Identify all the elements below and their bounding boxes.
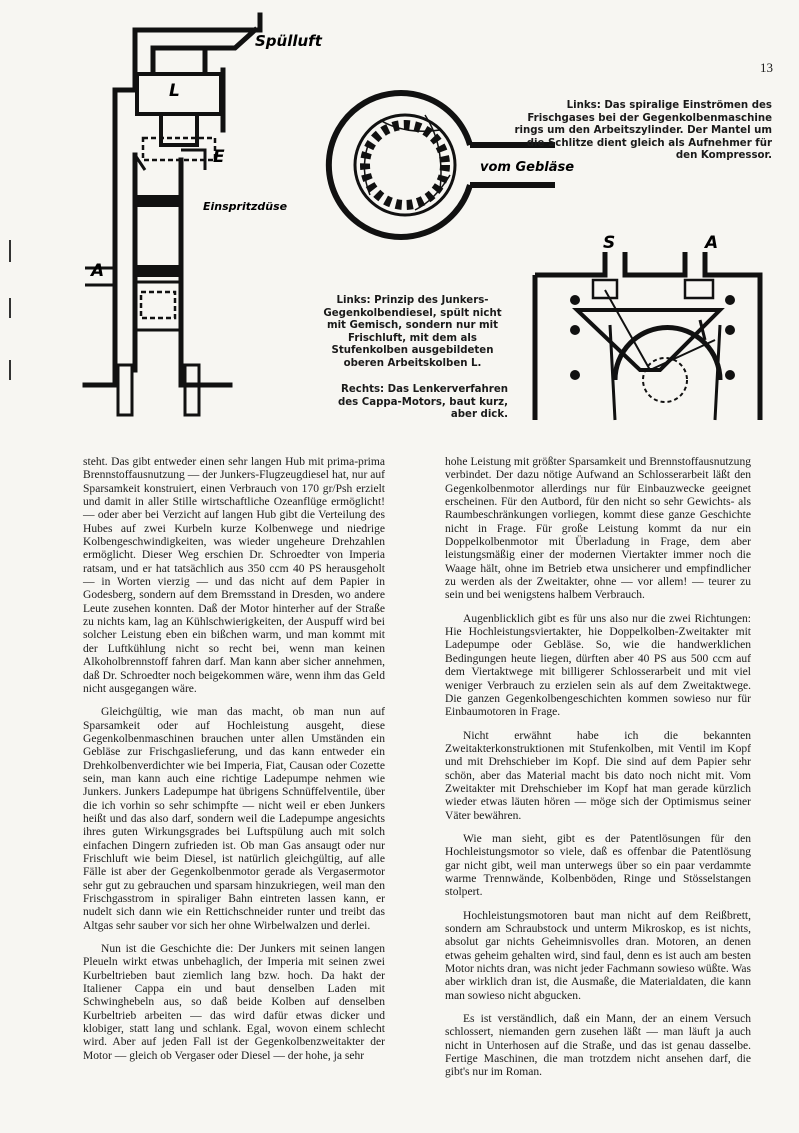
paragraph: steht. Das gibt entweder einen sehr langen Hub mit prima-prima Brennstoffausnutzung — der Junkers-Flugzeugdiesel hat, nur auf Sparsamkeit konstruiert, einen Verbrauch von 170 gr/Psh erzielt und damit in aller Stille wirtschaftliche Ozeanflüge ermöglicht! — oder aber bei Verzicht auf langen Hub gibt die Verteilung des Hubes auf zwei Kurbeln kurze Kolbenwege und niedrige Kolbengeschwindigkeiten, was wieder ungeheure Drehzahlen ermöglicht. Dieser Weg erschien Dr. Schroedter von Imperia ratsam, und er hat tatsächlich aus 350 ccm 40 PS herausgeholt — in Worten vierzig — und das nicht auf dem Papier in Godesberg, sondern auf dem Bremsstand in Dresden, wo andere Leute zusehen konnten. Daß der Motor hinterher auf der Straße zu nichts kam, lag an Kühlschwierigkeiten, der Auspuff wird bei solcher Leistung eben ein bißchen warm, und man kommt mit der Luftkühlung nicht so recht bei, wenn man keinen Alkoholbrennstoff fahren darf. Man kann aber sicher annehmen, daß Dr. Schroedter noch beigekommen wäre, wenn ihm das Geld nicht ausgegangen wäre. <box>83 456 385 695</box>
margin-mark <box>9 298 11 318</box>
label-A: A <box>91 261 105 281</box>
label-einspritzduese: Einspritzdüse <box>203 200 288 213</box>
label-L: L <box>169 81 180 101</box>
label-spuelluft: Spülluft <box>255 32 322 50</box>
paragraph: Gleichgültig, wie man das macht, ob man nun auf Sparsamkeit oder auf Hochleistung ausgeht, diese Gegenkolbenmaschinen brauchen unter allen Umständen ein Gebläse zur Frischgaslieferung, und das kann entweder ein Drehkolbenverdichter wie bei Imperia, Fiat, Causan oder Cozette sein, man kann auch eine richtige Ladepumpe nehmen wie Junkers. Junkers Ladepumpe hat übrigens Schnüffelventile, über die ich vorhin so sehr schimpfte — nicht weil er eben Junkers heißt und das also darf, sondern weil die Ladepumpe angesichts ihres guten Wirkungsgrades bei Luftspülung auch mit solch einfachen Dingern zufrieden ist. Ob man Gas ansaugt oder nur Frischluft wie beim Diesel, ist natürlich gleichgültig, auf alle Fälle ist aber der Gegenkolbenmotor gerade als Vergasermotor sehr gut zu gebrauchen und sparsam hinzukriegen, weil man den Frischgasstrom in spiraliger Bahn eintreten lassen kann, er nudelt sich dann wie ein Rettichschneider runter und treibt das Altgas sehr sauber vor sich her ohne Wirbelwalzen und derlei. <box>83 706 385 932</box>
cappa-engine-diagram <box>535 230 765 425</box>
paragraph: Wie man sieht, gibt es der Patentlösungen für den Hochleistungsmotor so viele, daß es offenbar die Patentlösung gar nicht gibt, weil man unterwegs über so ein paar verdammte warme Trennwände, Kolbenböden, Ringe und Stösselstangen stolpert. <box>445 832 751 899</box>
paragraph: hohe Leistung mit größter Sparsamkeit und Brennstoffausnutzung verbindet. Der dazu nötige Aufwand an Schlosserarbeit läßt den Gegenkolbenmotor allerdings nur für Einbauzwecke geeignet erscheinen. Für den Autbord, für den nicht so sehr Gewichts- als Raumbeschränkungen vorliegen, kommt diese ganze Geschichte nicht in Frage. Für große Leistung kommt da nur ein Doppelkolbenmotor mit Überladung in Frage, dem aber leistungsmäßig einer der modernen Viertakter immer noch die Waage hält, ohne im Betrieb etwa unsicherer und empfindlicher zu werden als der Zweitakter, ohne — vor allem! — teurer zu sein und bei wenigstens halbem Verbrauch. <box>445 456 751 602</box>
label-S: S <box>603 233 616 253</box>
paragraph: Nicht erwähnt habe ich die bekannten Zweitakterkonstruktionen mit Stufenkolben, mit Ventil im Kopf und mit Drehschieber im Kopf. Die sind auf dem Papier sehr schön, aber das Material macht bis dato noch nicht mit. Vom Zweitakter mit Drehschieber im Kopf hat man gerade kürzlich wieder etwas läuten hören — möge sich der Optimismus seiner Väter bewähren. <box>445 729 751 822</box>
caption-cappa: Rechts: Das Lenkerverfahren des Cappa-Motors, baut kurz, aber dick. <box>337 384 508 420</box>
label-vom-geblaese: vom Gebläse <box>480 160 575 175</box>
paragraph: Hochleistungsmotoren baut man nicht auf dem Reißbrett, sondern am Schraubstock und unterm Mikroskop, es ist nichts, absolut gar nichts Geheimnisvolles dran. Motoren, an denen etwas geheim gehalten wird, sind faul, denn es ist auch am besten Motor nichts dran, was nicht jeder Fachmann sowieso wüßte. Was aber wirklich dran ist, die Ausmaße, die Materialdaten, die kann man sowieso nicht abgucken. <box>445 909 751 1002</box>
left-text-column <box>83 456 385 1073</box>
margin-mark <box>9 360 11 380</box>
page-number: 13 <box>760 60 773 75</box>
caption-spiral: Links: Das spiralige Einströmen des Frischgases bei der Gegenkolbenmaschine rings um den Arbeitszylinder. Der Mantel um die Schlitze dient gleich als Aufnehmer für den Kompressor. <box>514 100 772 161</box>
label-E: E <box>213 147 225 167</box>
label-A-cappa: A <box>705 233 719 253</box>
right-text-column <box>445 456 751 1090</box>
paragraph: Nun ist die Geschichte die: Der Junkers mit seinen langen Pleueln wirkt etwas unbehaglich, der Imperia mit seinen zwei Kurbeltrieben baut ziemlich lang bzw. hoch. Da hakt der Italiener Cappa ein und baut denselben Laden mit Schwinghebeln aus, so daß beide Kolben auf denselben Kurbeltrieb arbeiten — das wird dafür etwas dicker und klobiger, statt lang und schlank. Egal, wovon einem schlecht wird. Aber auf jeden Fall ist der Gegenkolbenzweitakter der Motor — gleich ob Vergaser oder Diesel — der hohe, ja sehr <box>83 943 385 1062</box>
caption-junkers: Links: Prinzip des Junkers-Gegenkolbendiesel, spült nicht mit Gemisch, sondern nur mit Frischluft, mit dem als Stufenkolben ausgebildeten oberen Arbeitskolben L. <box>323 295 502 369</box>
junkers-engine-diagram <box>85 10 322 430</box>
margin-mark <box>9 240 11 262</box>
paragraph: Augenblicklich gibt es für uns also nur die zwei Richtungen: Hie Hochleistungsviertakter, hie Doppelkolben-Zweitakter mit Ladepumpe oder Gebläse. So, wie die handwerklichen Bedingungen heute liegen, dürften aber 40 PS aus 500 ccm auf dem Viertaktwege mit billigerer Schlosserarbeit und mit viel weniger Verbrauch zu erzielen sein als auf dem Zweitaktwege. Die ganzen Gegenkolbengeschichten kommen sowieso nur für Einbaumotoren in Frage. <box>445 612 751 719</box>
paragraph: Es ist verständlich, daß ein Mann, der an einem Versuch schlossert, niemanden gern zusehen läßt — man läuft ja auch nicht in Unterhosen auf die Straße, und das ist genau dasselbe. Fertige Maschinen, die man trotzdem nicht ansehen darf, die gibt's nur im Roman. <box>445 1013 751 1079</box>
